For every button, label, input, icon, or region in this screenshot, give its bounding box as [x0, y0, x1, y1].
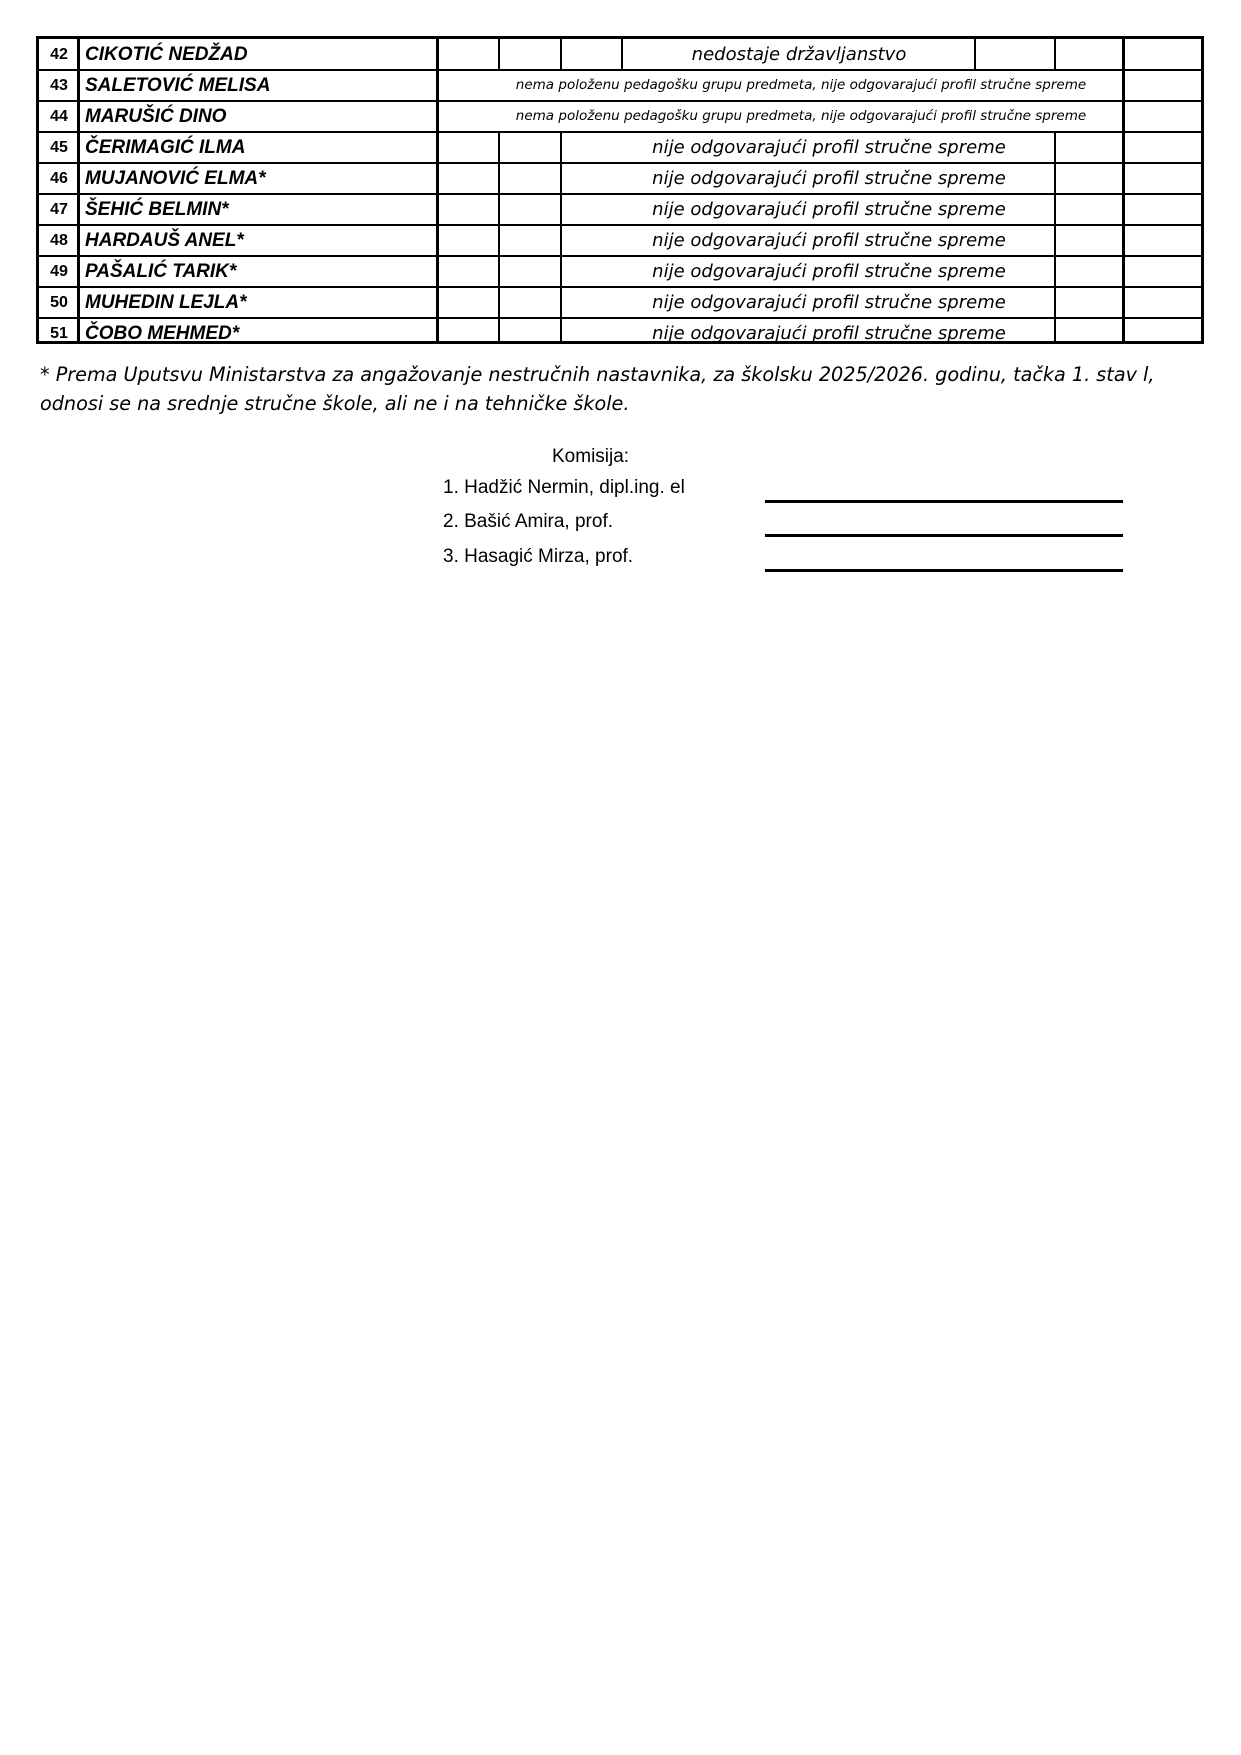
row-number: 42 [50, 46, 68, 63]
cell-divider [498, 131, 500, 341]
row-number: 48 [50, 232, 68, 249]
row-number: 44 [50, 108, 68, 125]
signature-line [765, 500, 1123, 503]
candidate-name: MARUŠIĆ DINO [85, 106, 227, 127]
cell-divider [560, 131, 562, 341]
column-divider [1122, 39, 1125, 341]
row-divider [39, 255, 1201, 257]
row-note: nema položenu pedagošku grupu predmeta, nije odgovarajući profil stručne spreme [515, 77, 1087, 93]
row-note: nema položenu pedagošku grupu predmeta, nije odgovarajući profil stručne spreme [515, 108, 1087, 124]
row-divider [39, 69, 1201, 71]
row-number: 49 [50, 263, 68, 280]
candidate-name: HARDAUŠ ANEL* [85, 230, 244, 251]
table-row [39, 194, 1201, 225]
cell-divider [560, 39, 562, 70]
candidate-name: ČOBO MEHMED* [85, 323, 240, 344]
row-note: nije odgovarajući profil stručne spreme [652, 168, 1006, 189]
row-number: 47 [50, 201, 68, 218]
commission-member: 2. Bašić Amira, prof. [443, 511, 614, 532]
table-row [39, 101, 1201, 132]
candidate-name: SALETOVIĆ MELISA [85, 75, 271, 96]
footnote: * Prema Uputsvu Ministarstva za angažovanje nestručnih nastavnika, za školsku 2025/2026. godinu, tačka 1. stav l, odnosi se na srednje stručne škole, ali ne i na tehničke škole. [40, 363, 1155, 415]
row-divider [39, 162, 1201, 164]
table-row [39, 256, 1201, 287]
table-row [39, 39, 1201, 70]
row-number: 45 [50, 139, 68, 156]
row-number: 51 [50, 325, 68, 342]
row-number: 43 [50, 77, 68, 94]
column-divider [77, 39, 80, 341]
cell-divider [498, 39, 500, 70]
row-divider [39, 224, 1201, 226]
results-table [36, 36, 1204, 344]
candidate-name: MUHEDIN LEJLA* [85, 292, 247, 313]
row-note: nije odgovarajući profil stručne spreme [652, 230, 1006, 251]
commission-title: Komisija: [552, 446, 630, 467]
row-divider [39, 286, 1201, 288]
table-row [39, 287, 1201, 318]
signature-line [765, 534, 1123, 537]
table-row [39, 318, 1201, 349]
row-note: nedostaje državljanstvo [691, 44, 907, 65]
row-number: 46 [50, 170, 68, 187]
row-divider [39, 193, 1201, 195]
cell-divider [974, 39, 976, 70]
table-row [39, 70, 1201, 101]
cell-divider [1054, 39, 1056, 70]
table-row [39, 132, 1201, 163]
candidate-name: ŠEHIĆ BELMIN* [85, 199, 229, 220]
candidate-name: ČERIMAGIĆ ILMA [85, 137, 246, 158]
commission-member: 1. Hadžić Nermin, dipl.ing. el [443, 477, 685, 498]
table-row [39, 225, 1201, 256]
row-note: nije odgovarajući profil stručne spreme [652, 323, 1006, 344]
row-note: nije odgovarajući profil stručne spreme [652, 137, 1006, 158]
commission-member: 3. Hasagić Mirza, prof. [443, 546, 634, 567]
candidate-name: MUJANOVIĆ ELMA* [85, 168, 266, 189]
row-number: 50 [50, 294, 68, 311]
row-divider [39, 131, 1201, 133]
row-divider [39, 100, 1201, 102]
candidate-name: CIKOTIĆ NEDŽAD [85, 44, 248, 65]
row-divider [39, 317, 1201, 319]
row-note: nije odgovarajući profil stručne spreme [652, 261, 1006, 282]
cell-divider [1054, 131, 1056, 341]
column-divider [436, 39, 439, 341]
table-row [39, 163, 1201, 194]
cell-divider [621, 39, 623, 70]
row-note: nije odgovarajući profil stručne spreme [652, 292, 1006, 313]
row-note: nije odgovarajući profil stručne spreme [652, 199, 1006, 220]
candidate-name: PAŠALIĆ TARIK* [85, 261, 237, 282]
signature-line [765, 569, 1123, 572]
